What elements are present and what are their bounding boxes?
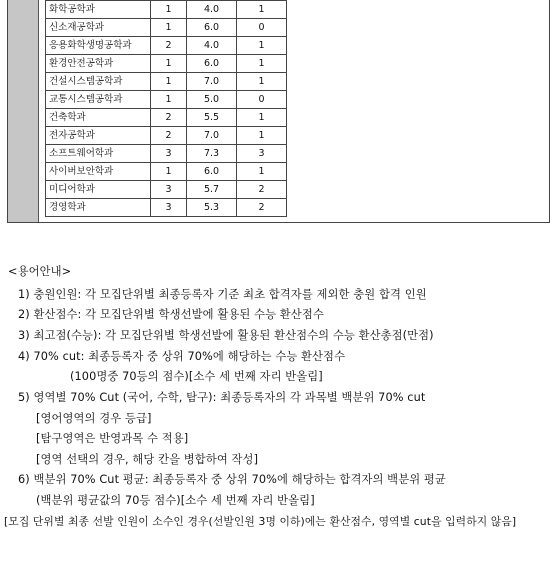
value-cell: 3 bbox=[237, 145, 287, 163]
dept-cell: 교통시스템공학과 bbox=[46, 91, 151, 109]
value-cell: 2 bbox=[237, 181, 287, 199]
score-cell: 7.3 bbox=[187, 145, 237, 163]
count-cell: 2 bbox=[151, 109, 187, 127]
count-cell: 1 bbox=[151, 73, 187, 91]
count-cell: 3 bbox=[151, 145, 187, 163]
term-2: 2) 환산점수: 각 모집단위별 학생선발에 활용된 수능 환산점수 bbox=[18, 308, 324, 321]
term-4-detail: (100명중 70등의 점수)[소수 세 번째 자리 반올림] bbox=[70, 370, 323, 383]
count-cell: 3 bbox=[151, 199, 187, 217]
category-column bbox=[8, 0, 39, 222]
term-6-detail: (백분위 평균값의 70등 점수)[소수 세 번째 자리 반올림] bbox=[36, 494, 315, 507]
table-row bbox=[46, 91, 287, 109]
score-cell: 5.7 bbox=[187, 181, 237, 199]
dept-cell: 건축학과 bbox=[46, 109, 151, 127]
table-row bbox=[46, 55, 287, 73]
count-cell: 1 bbox=[151, 1, 187, 19]
count-cell: 1 bbox=[151, 91, 187, 109]
term-5-detail-c: [영역 선택의 경우, 해당 칸을 병합하여 작성] bbox=[36, 453, 259, 466]
count-cell: 1 bbox=[151, 55, 187, 73]
value-cell: 1 bbox=[237, 73, 287, 91]
dept-cell: 전자공학과 bbox=[46, 127, 151, 145]
term-5-detail-a: [영어영역의 경우 등급] bbox=[36, 412, 152, 425]
count-cell: 2 bbox=[151, 37, 187, 55]
table-row bbox=[46, 145, 287, 163]
value-cell: 2 bbox=[237, 199, 287, 217]
table-row bbox=[46, 109, 287, 127]
table-row bbox=[46, 127, 287, 145]
value-cell: 1 bbox=[237, 37, 287, 55]
value-cell: 0 bbox=[237, 19, 287, 37]
term-4: 4) 70% cut: 최종등록자 중 상위 70%에 해당하는 수능 환산점수 bbox=[18, 350, 346, 363]
dept-cell: 신소재공학과 bbox=[46, 19, 151, 37]
footer-note: [모집 단위별 최종 선발 인원이 소수인 경우(선발인원 3명 이하)에는 환산점수, 영역별 cut을 입력하지 않음] bbox=[4, 515, 517, 528]
results-table bbox=[45, 0, 287, 217]
value-cell: 1 bbox=[237, 1, 287, 19]
score-cell: 7.0 bbox=[187, 73, 237, 91]
count-cell: 2 bbox=[151, 127, 187, 145]
term-5-detail-b: [탐구영역은 반영과목 수 적용] bbox=[36, 432, 189, 445]
value-cell: 1 bbox=[237, 55, 287, 73]
table-row bbox=[46, 199, 287, 217]
value-cell: 1 bbox=[237, 109, 287, 127]
value-cell: 1 bbox=[237, 163, 287, 181]
table-row bbox=[46, 19, 287, 37]
table-row bbox=[46, 163, 287, 181]
score-cell: 7.0 bbox=[187, 127, 237, 145]
dept-cell: 사이버보안학과 bbox=[46, 163, 151, 181]
value-cell: 0 bbox=[237, 91, 287, 109]
dept-cell: 소프트웨어학과 bbox=[46, 145, 151, 163]
score-cell: 6.0 bbox=[187, 55, 237, 73]
count-cell: 1 bbox=[151, 163, 187, 181]
count-cell: 3 bbox=[151, 181, 187, 199]
score-cell: 5.3 bbox=[187, 199, 237, 217]
results-table-frame bbox=[7, 0, 550, 223]
table-row bbox=[46, 73, 287, 91]
term-1: 1) 충원인원: 각 모집단위별 최종등록자 기준 최초 합격자를 제외한 충원 합격 인원 bbox=[18, 288, 427, 301]
dept-cell: 응용화학생명공학과 bbox=[46, 37, 151, 55]
dept-cell: 건설시스템공학과 bbox=[46, 73, 151, 91]
table-row bbox=[46, 181, 287, 199]
term-3: 3) 최고점(수능): 각 모집단위별 학생선발에 활용된 환산점수의 수능 환산총점(만점) bbox=[18, 329, 434, 342]
score-cell: 5.5 bbox=[187, 109, 237, 127]
table-row bbox=[46, 37, 287, 55]
dept-cell: 화학공학과 bbox=[46, 1, 151, 19]
score-cell: 4.0 bbox=[187, 1, 237, 19]
table-row bbox=[46, 1, 287, 19]
term-5: 5) 영역별 70% Cut (국어, 수학, 탐구): 최종등록자의 각 과목별 백분위 70% cut bbox=[18, 391, 426, 404]
score-cell: 6.0 bbox=[187, 163, 237, 181]
score-cell: 4.0 bbox=[187, 37, 237, 55]
score-cell: 5.0 bbox=[187, 91, 237, 109]
dept-cell: 환경안전공학과 bbox=[46, 55, 151, 73]
dept-cell: 경영학과 bbox=[46, 199, 151, 217]
term-6: 6) 백분위 70% Cut 평균: 최종등록자 중 상위 70%에 해당하는 합격자의 백분위 평균 bbox=[18, 473, 446, 486]
value-cell: 1 bbox=[237, 127, 287, 145]
terms-heading: <용어안내> bbox=[8, 265, 72, 278]
count-cell: 1 bbox=[151, 19, 187, 37]
score-cell: 6.0 bbox=[187, 19, 237, 37]
dept-cell: 미디어학과 bbox=[46, 181, 151, 199]
